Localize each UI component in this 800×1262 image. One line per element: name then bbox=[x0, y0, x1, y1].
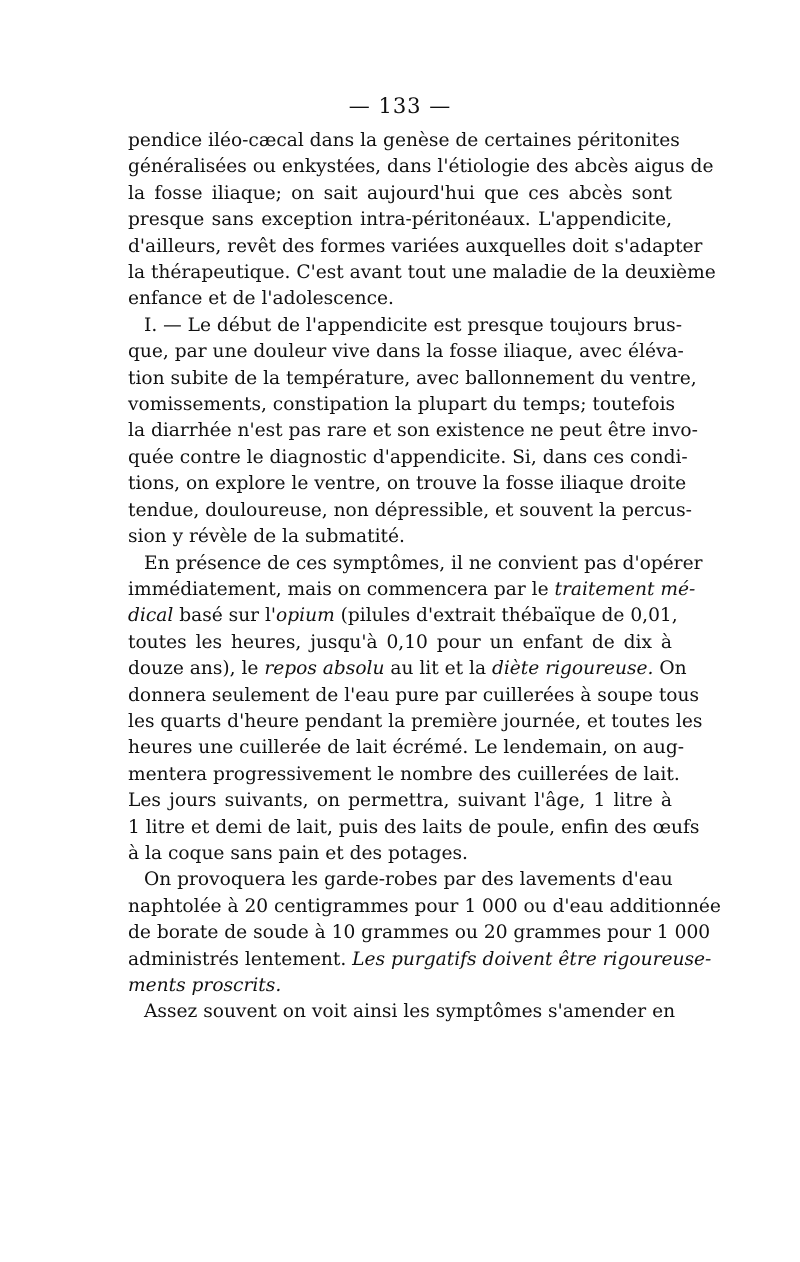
text-line bbox=[128, 973, 672, 999]
emphasis: ments proscrits. bbox=[128, 975, 282, 996]
text-line: On provoquera les garde-robes par des lavements d'eau bbox=[144, 869, 673, 891]
paragraph-3 bbox=[128, 551, 703, 868]
text-line: la fosse iliaque; on sait aujourd'hui que ces abcès sont bbox=[128, 182, 672, 204]
text-line: toutes les heures, jusqu'à 0,10 pour un enfant de dix à bbox=[128, 631, 672, 653]
text-line: heures une cuillerée de lait écrémé. Le lendemain, on aug- bbox=[128, 737, 685, 759]
text-run: douze ans), le bbox=[128, 658, 259, 680]
text-line: Les jours suivants, on permettra, suivant l'âge, 1 litre à bbox=[128, 790, 672, 812]
emphasis: diète rigoureuse. bbox=[491, 658, 654, 680]
text-run: basé sur l' bbox=[179, 605, 277, 627]
text-run: (pilules d'extrait thébaïque de 0,01, bbox=[340, 605, 678, 627]
text-line: En présence de ces symptômes, il ne convient pas d'opérer bbox=[144, 552, 703, 574]
text-run: au lit et la bbox=[390, 658, 487, 680]
text-line: enfance et de l'adolescence. bbox=[128, 288, 394, 310]
emphasis: dical bbox=[128, 605, 174, 627]
text-line: donnera seulement de l'eau pure par cuillerées à soupe tous bbox=[128, 684, 700, 706]
text-line: que, par une douleur vive dans la fosse iliaque, avec éléva- bbox=[128, 341, 684, 363]
paragraph-4 bbox=[128, 867, 721, 999]
page-number: — 133 — bbox=[348, 94, 452, 118]
text-line bbox=[128, 603, 678, 629]
text-line: tion subite de la température, avec ballonnement du ventre, bbox=[128, 367, 697, 389]
emphasis: repos absolu bbox=[264, 658, 385, 680]
emphasis: opium bbox=[276, 605, 335, 627]
text-run: On bbox=[659, 658, 687, 680]
emphasis: traitement mé- bbox=[554, 578, 696, 600]
text-line: la diarrhée n'est pas rare et son existence ne peut être invo- bbox=[128, 420, 698, 442]
text-line: généralisées ou enkystées, dans l'étiologie des abcès aigus de bbox=[128, 156, 714, 178]
text-line: tendue, douloureuse, non dépressible, et souvent la percus- bbox=[128, 499, 692, 521]
text-line: les quarts d'heure pendant la première journée, et toutes les bbox=[128, 710, 703, 732]
text-line bbox=[128, 577, 696, 603]
emphasis: Les purgatifs doivent être rigoureuse- bbox=[352, 948, 712, 970]
text-run: administrés lentement. bbox=[128, 948, 347, 970]
text-line: vomissements, constipation la plupart du temps; toutefois bbox=[128, 394, 676, 416]
text-line: 1 litre et demi de lait, puis des laits de poule, enfin des œufs bbox=[128, 816, 700, 838]
text-line bbox=[128, 656, 687, 682]
text-line: I. — Le début de l'appendicite est presque toujours brus- bbox=[144, 314, 683, 336]
text-line: à la coque sans pain et des potages. bbox=[128, 842, 468, 864]
text-line: mentera progressivement le nombre des cuillerées de lait. bbox=[128, 763, 680, 785]
text-line: quée contre le diagnostic d'appendicite. Si, dans ces condi- bbox=[128, 446, 688, 468]
paragraph-5 bbox=[128, 999, 676, 1025]
text-line: naphtolée à 20 centigrammes pour 1 000 ou d'eau additionnée bbox=[128, 895, 721, 917]
text-line: la thérapeutique. C'est avant tout une maladie de la deuxième bbox=[128, 262, 716, 284]
text-line: sion y révèle de la submatité. bbox=[128, 526, 405, 548]
text-line bbox=[128, 947, 712, 973]
text-line: de borate de soude à 10 grammes ou 20 grammes pour 1 000 bbox=[128, 922, 711, 944]
text-line: presque sans exception intra-péritonéaux. L'appendicite, bbox=[128, 209, 672, 231]
paragraph-1 bbox=[128, 128, 716, 313]
text-line: d'ailleurs, revêt des formes variées auxquelles doit s'adapter bbox=[128, 235, 703, 257]
text-line: Assez souvent on voit ainsi les symptômes s'amender en bbox=[144, 1001, 676, 1023]
text-run: immédiatement, mais on commencera par le bbox=[128, 578, 549, 600]
text-line: pendice iléo-cæcal dans la genèse de certaines péritonites bbox=[128, 130, 680, 151]
paragraph-2 bbox=[128, 313, 698, 551]
text-line: tions, on explore le ventre, on trouve la fosse iliaque droite bbox=[128, 473, 687, 495]
